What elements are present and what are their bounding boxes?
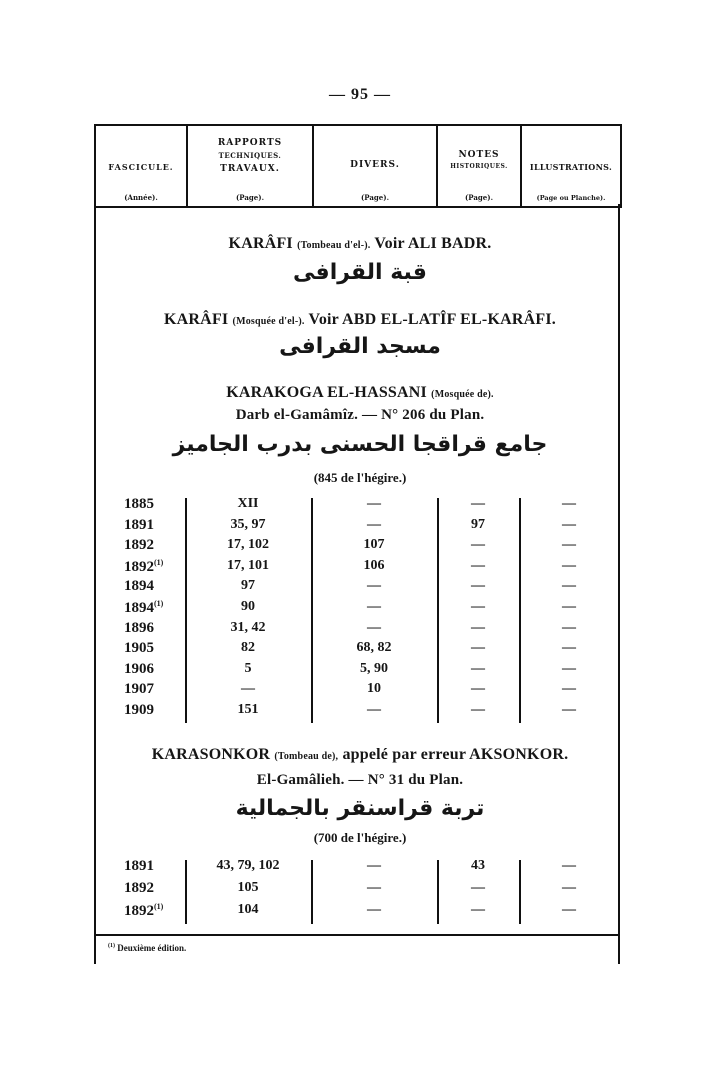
year-value: 1892	[124, 880, 154, 896]
divers-cell: —	[367, 702, 381, 717]
illus-cell: —	[562, 578, 576, 594]
year-value: 1907	[124, 681, 154, 698]
notes-cell: —	[471, 578, 485, 594]
notes-cell: —	[471, 660, 485, 676]
divers-cell: —	[367, 619, 381, 635]
notes-cell: —	[471, 640, 485, 656]
rapports-cell: 90	[241, 599, 255, 614]
header-fascicule-unit: (Année).	[124, 193, 158, 202]
year-cell	[124, 681, 154, 698]
entry-name: KARÂFI	[164, 311, 229, 328]
header-illustrations-label: ILLUSTRATIONS.	[529, 162, 613, 172]
rapports-cell: 105	[237, 880, 259, 895]
header-rapports-line1: RAPPORTS	[217, 138, 283, 148]
illus-cell: —	[562, 599, 576, 614]
year-cell	[124, 858, 154, 875]
entry-name: KARÂFI	[228, 235, 293, 252]
entry-karakoga-location: Darb el-Gamâmîz. — N° 206 du Plan.	[235, 407, 485, 423]
notes-cell: —	[471, 880, 485, 895]
rapports-cell: XII	[237, 496, 259, 511]
divers-cell: 68, 82	[356, 640, 392, 656]
entry-karasonkor	[0, 746, 720, 764]
entry-karafi-tombeau	[0, 235, 720, 253]
divers-cell: 5, 90	[360, 660, 388, 676]
year-footnote-mark: (1)	[154, 557, 164, 567]
arabic-karafi-mosquee: مسجد القرافى	[279, 334, 441, 359]
divers-cell: —	[367, 880, 381, 895]
year-value: 1909	[124, 702, 154, 718]
entry-type: (Tombeau d'el-).	[297, 240, 371, 251]
year-value: 1894	[124, 600, 154, 616]
header-divers-label: DIVERS.	[350, 160, 400, 170]
entry-karasonkor-location: El-Gamâlieh. — N° 31 du Plan.	[256, 772, 464, 788]
rapports-cell: 151	[237, 702, 259, 717]
illus-cell: —	[562, 537, 576, 553]
illus-cell: —	[562, 681, 576, 697]
entry-ref: appelé par erreur AKSONKOR.	[342, 746, 569, 763]
notes-cell: —	[471, 496, 485, 511]
year-cell	[124, 558, 163, 576]
arabic-karafi-tombeau: قبة القرافى	[293, 260, 427, 285]
footnote-rule	[94, 934, 620, 936]
page-number: — 95 —	[329, 86, 391, 103]
year-value: 1885	[124, 496, 154, 512]
year-cell	[124, 496, 154, 513]
entry-karafi-mosquee	[0, 311, 720, 329]
year-cell	[124, 640, 154, 657]
header-fascicule-label: FASCICULE.	[108, 162, 174, 172]
notes-cell: —	[471, 681, 485, 697]
year-cell	[124, 880, 154, 897]
entry-name: KARAKOGA EL-HASSANI	[226, 384, 427, 401]
header-rapports-unit: (Page).	[235, 193, 265, 202]
rapports-cell: 17, 102	[227, 537, 269, 553]
rapports-cell: 17, 101	[227, 557, 269, 573]
entry-type: (Mosquée d'el-).	[232, 316, 305, 327]
year-value: 1906	[124, 660, 154, 677]
year-cell	[124, 578, 154, 595]
divers-cell: —	[367, 516, 381, 532]
header-notes	[438, 126, 520, 206]
year-value: 1891	[124, 858, 154, 874]
divers-cell: 107	[363, 537, 385, 553]
year-footnote-mark: (1)	[154, 599, 164, 608]
table-header	[94, 124, 622, 208]
year-value: 1896	[124, 619, 154, 636]
header-notes-line1: NOTES	[458, 150, 500, 160]
illus-cell: —	[562, 496, 576, 511]
year-cell	[124, 661, 154, 678]
notes-cell: —	[471, 537, 485, 553]
entry-ref: Voir ALI BADR.	[374, 235, 492, 252]
rapports-cell: 82	[241, 640, 255, 656]
year-value: 1894	[124, 578, 154, 595]
illus-cell: —	[562, 516, 576, 532]
year-value: 1892	[124, 558, 154, 575]
divers-cell: 10	[367, 681, 381, 697]
entry-type: (Mosquée de).	[431, 389, 494, 400]
divers-cell: —	[367, 578, 381, 594]
illus-cell: —	[562, 702, 576, 717]
year-cell	[124, 599, 163, 617]
illus-cell: —	[562, 902, 576, 917]
entry-name: KARASONKOR	[151, 746, 271, 763]
year-cell	[124, 517, 154, 534]
footnote-text: Deuxième édition.	[117, 943, 187, 953]
illus-cell: —	[562, 619, 576, 635]
arabic-karakoga: جامع قراقجا الحسنى بدرب الجاميز	[172, 432, 548, 457]
entry-ref: Voir ABD EL-LATÎF EL-KARÂFI.	[308, 311, 556, 328]
header-divers-unit: (Page).	[360, 193, 390, 202]
header-rapports	[188, 126, 312, 206]
notes-cell: —	[471, 557, 485, 573]
entry-karakoga	[0, 384, 720, 402]
rapports-cell: —	[241, 681, 255, 697]
rapports-cell: 43, 79, 102	[216, 858, 280, 873]
illus-cell: —	[562, 858, 576, 873]
divers-cell: —	[367, 496, 381, 511]
illus-cell: —	[562, 660, 576, 676]
year-cell	[124, 702, 154, 719]
header-rapports-line3: TRAVAUX.	[220, 164, 280, 174]
header-fascicule	[96, 126, 186, 206]
notes-cell: —	[471, 902, 485, 917]
rapports-cell: 31, 42	[230, 619, 266, 635]
rapports-cell: 5	[244, 660, 252, 676]
divers-cell: —	[367, 599, 381, 614]
header-notes-unit: (Page).	[464, 193, 494, 202]
divers-cell: 106	[363, 557, 385, 573]
footnote-mark: (1)	[108, 943, 115, 949]
illus-cell: —	[562, 640, 576, 656]
header-illustrations-unit: (Page ou Planche).	[536, 194, 606, 202]
rapports-cell: 35, 97	[230, 516, 266, 532]
year-value: 1891	[124, 516, 154, 533]
year-cell	[124, 620, 154, 637]
year-footnote-mark: (1)	[154, 902, 164, 911]
year-value: 1892	[124, 537, 154, 554]
year-cell	[124, 537, 154, 554]
header-rapports-line2: TECHNIQUES.	[218, 151, 282, 160]
footnote	[108, 943, 186, 953]
entry-type: (Tombeau de),	[274, 751, 339, 762]
header-notes-line2: HISTORIQUES.	[450, 163, 508, 170]
year-cell	[124, 902, 163, 920]
divers-cell: —	[367, 858, 381, 873]
illus-cell: —	[562, 880, 576, 895]
notes-cell: —	[471, 599, 485, 614]
year-value: 1892	[124, 903, 154, 919]
rapports-cell: 104	[237, 902, 259, 917]
divers-cell: —	[367, 902, 381, 917]
arabic-karasonkor: تربة قراسنقر بالجمالية	[235, 796, 485, 821]
notes-cell: —	[471, 619, 485, 635]
header-illustrations	[522, 126, 620, 206]
hegire-karakoga: (845 de l'hégire.)	[313, 470, 407, 485]
notes-cell: 43	[471, 858, 485, 873]
rapports-cell: 97	[241, 578, 255, 594]
notes-cell: 97	[471, 516, 485, 532]
header-divers	[314, 126, 436, 206]
notes-cell: —	[471, 702, 485, 717]
illus-cell: —	[562, 557, 576, 573]
hegire-karasonkor: (700 de l'hégire.)	[313, 830, 407, 845]
year-value: 1905	[124, 640, 154, 657]
